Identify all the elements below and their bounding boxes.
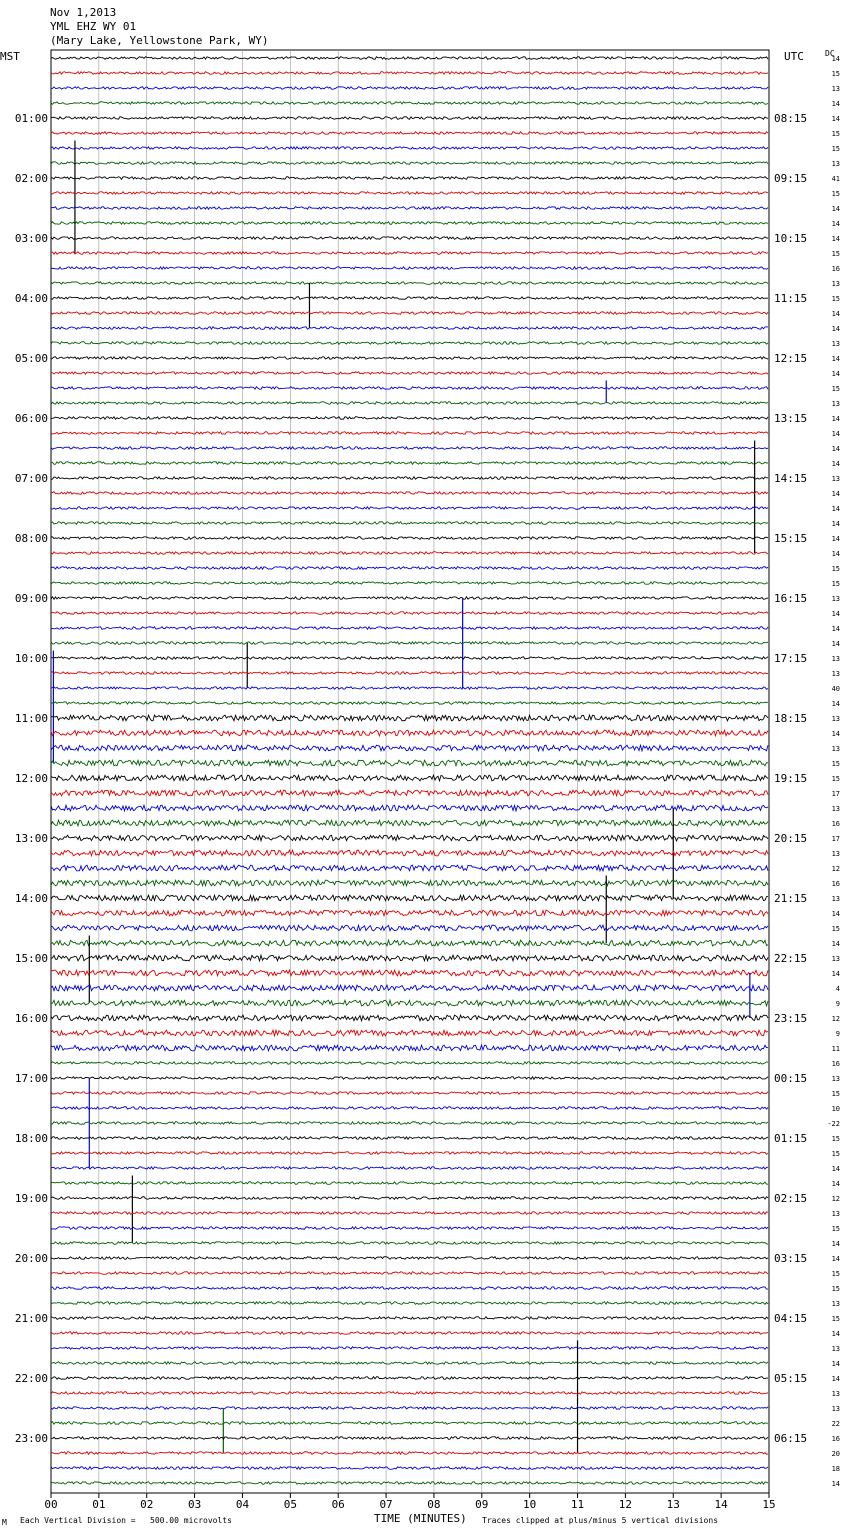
dc-offset-label: 14 xyxy=(831,1360,840,1368)
dc-offset-label: 16 xyxy=(831,1435,840,1443)
left-hour-label: 19:00 xyxy=(14,1192,48,1205)
right-hour-label: 18:15 xyxy=(774,712,808,725)
right-hour-label: 02:15 xyxy=(774,1192,808,1205)
trace-line xyxy=(51,477,768,480)
x-tick-label: 07 xyxy=(379,1498,393,1511)
dc-offset-label: 22 xyxy=(831,1420,840,1428)
dc-offset-label: 15 xyxy=(831,1135,840,1143)
dc-offset-label: 9 xyxy=(835,1030,840,1038)
trace-line xyxy=(51,102,768,105)
trace-line xyxy=(51,850,768,856)
dc-offset-label: 13 xyxy=(831,1300,840,1308)
trace-line xyxy=(51,222,768,225)
trace-line xyxy=(51,970,768,976)
right-hour-label: 20:15 xyxy=(774,832,808,845)
right-hour-label: 14:15 xyxy=(774,472,808,485)
plot-frame xyxy=(51,50,769,1493)
right-hour-label: 22:15 xyxy=(774,952,808,965)
x-axis-title: TIME (MINUTES) xyxy=(374,1512,467,1525)
trace-line xyxy=(51,657,768,660)
dc-offset-label: 14 xyxy=(831,535,840,543)
trace-line xyxy=(51,865,768,871)
right-hour-label: 17:15 xyxy=(774,652,808,665)
trace-line xyxy=(51,775,768,781)
trace-line xyxy=(51,522,768,525)
dc-offset-label: 14 xyxy=(831,220,840,228)
trace-line xyxy=(51,730,768,736)
dc-offset-label: 14 xyxy=(831,1180,840,1188)
dc-offset-label: 16 xyxy=(831,265,840,273)
dc-offset-label: 14 xyxy=(831,730,840,738)
trace-line xyxy=(51,642,768,645)
dc-offset-label: 13 xyxy=(831,1405,840,1413)
dc-offset-label: 13 xyxy=(831,850,840,858)
dc-offset-label: 13 xyxy=(831,595,840,603)
trace-line xyxy=(51,835,768,841)
dc-offset-label: 15 xyxy=(831,775,840,783)
trace-line xyxy=(51,940,768,946)
dc-offset-label: 13 xyxy=(831,805,840,813)
trace-line xyxy=(51,1392,768,1395)
dc-offset-label: 15 xyxy=(831,250,840,258)
trace-line xyxy=(51,282,768,285)
trace-line xyxy=(51,1317,768,1320)
x-tick-label: 04 xyxy=(235,1498,250,1511)
trace-line xyxy=(51,1197,768,1200)
x-tick-label: 03 xyxy=(187,1498,202,1511)
dc-offset-label: 14 xyxy=(831,520,840,528)
dc-offset-label: 13 xyxy=(831,475,840,483)
dc-offset-label: 4 xyxy=(835,985,840,993)
dc-offset-label: 15 xyxy=(831,70,840,78)
left-hour-label: 14:00 xyxy=(14,892,48,905)
x-tick-label: 05 xyxy=(283,1498,297,1511)
right-hour-label: 19:15 xyxy=(774,772,808,785)
left-hour-label: 17:00 xyxy=(14,1072,48,1085)
dc-offset-label: 12 xyxy=(831,865,840,873)
dc-offset-label: 40 xyxy=(831,685,840,693)
trace-line xyxy=(51,745,768,751)
trace-line xyxy=(51,312,768,315)
dc-offset-label: 14 xyxy=(831,310,840,318)
left-hour-label: 16:00 xyxy=(14,1012,48,1025)
trace-line xyxy=(51,417,768,420)
trace-line xyxy=(51,895,768,901)
dc-offset-label: 14 xyxy=(831,550,840,558)
trace-line xyxy=(51,582,768,585)
dc-offset-label: 14 xyxy=(831,115,840,123)
trace-line xyxy=(51,252,768,255)
trace-line xyxy=(51,1062,768,1065)
trace-line xyxy=(51,207,768,210)
left-hour-label: 21:00 xyxy=(14,1312,48,1325)
x-tick-label: 13 xyxy=(666,1498,680,1511)
trace-line xyxy=(51,820,768,826)
station-code: YML EHZ WY 01 xyxy=(50,20,137,33)
dc-offset-label: 11 xyxy=(831,1045,840,1053)
trace-line xyxy=(51,1407,768,1410)
clipping-note: Traces clipped at plus/minus 5 vertical divisions xyxy=(482,1516,719,1525)
right-hour-label: 01:15 xyxy=(774,1132,808,1145)
trace-line xyxy=(51,1212,768,1215)
dc-offset-label: 14 xyxy=(831,1240,840,1248)
trace-line xyxy=(51,612,768,615)
x-tick-label: 06 xyxy=(331,1498,345,1511)
dc-offset-label: 16 xyxy=(831,820,840,828)
left-hour-label: 10:00 xyxy=(14,652,48,665)
dc-offset-label: 14 xyxy=(831,445,840,453)
dc-offset-label: 14 xyxy=(831,325,840,333)
x-tick-label: 09 xyxy=(475,1498,489,1511)
trace-line xyxy=(51,925,768,931)
dc-offset-label: 14 xyxy=(831,430,840,438)
scale-note: Each Vertical Division = 500.00 microvolts xyxy=(20,1516,232,1525)
trace-line xyxy=(51,432,768,435)
trace-line xyxy=(51,1272,768,1275)
trace-line xyxy=(51,162,768,165)
dc-offset-label: 14 xyxy=(831,55,840,63)
left-hour-label: 20:00 xyxy=(14,1252,48,1265)
x-tick-label: 08 xyxy=(427,1498,441,1511)
left-hour-label: 23:00 xyxy=(14,1432,48,1445)
dc-offset-label: 14 xyxy=(831,1375,840,1383)
right-hour-label: 09:15 xyxy=(774,172,808,185)
dc-offset-label: -22 xyxy=(827,1120,840,1128)
left-hour-label: 22:00 xyxy=(14,1372,48,1385)
dc-offset-label: 13 xyxy=(831,715,840,723)
trace-line xyxy=(51,790,768,796)
trace-line xyxy=(51,1332,768,1335)
left-hour-label: 02:00 xyxy=(14,172,48,185)
dc-offset-label: 14 xyxy=(831,460,840,468)
plot-date: Nov 1,2013 xyxy=(50,6,117,19)
dc-offset-label: 15 xyxy=(831,1285,840,1293)
right-hour-label: 08:15 xyxy=(774,112,808,125)
dc-offset-label: 14 xyxy=(831,1165,840,1173)
dc-offset-label: 14 xyxy=(831,370,840,378)
right-hour-label: 13:15 xyxy=(774,412,808,425)
trace-line xyxy=(51,1030,768,1036)
trace-line xyxy=(51,1467,768,1470)
dc-offset-label: 15 xyxy=(831,130,840,138)
station-place: (Mary Lake, Yellowstone Park, WY) xyxy=(50,34,269,47)
dc-offset-label: 18 xyxy=(831,1465,840,1473)
dc-offset-header: DC xyxy=(825,49,835,58)
left-hour-label: 13:00 xyxy=(14,832,48,845)
trace-line xyxy=(51,597,768,600)
left-hour-label: 18:00 xyxy=(14,1132,48,1145)
trace-line xyxy=(51,462,768,465)
right-hour-label: 06:15 xyxy=(774,1432,808,1445)
left-hour-label: 11:00 xyxy=(14,712,48,725)
right-hour-label: 21:15 xyxy=(774,892,808,905)
trace-line xyxy=(51,1152,768,1155)
left-hour-label: 05:00 xyxy=(14,352,48,365)
dc-offset-label: 15 xyxy=(831,1225,840,1233)
trace-line xyxy=(51,177,768,180)
dc-offset-label: 14 xyxy=(831,1330,840,1338)
dc-offset-label: 15 xyxy=(831,145,840,153)
trace-line xyxy=(51,1362,768,1365)
dc-offset-label: 10 xyxy=(831,1105,840,1113)
dc-offset-label: 15 xyxy=(831,760,840,768)
dc-offset-label: 15 xyxy=(831,565,840,573)
dc-offset-label: 15 xyxy=(831,580,840,588)
dc-offset-label: 12 xyxy=(831,1195,840,1203)
trace-line xyxy=(51,552,768,555)
dc-offset-label: 9 xyxy=(835,1000,840,1008)
left-hour-label: 09:00 xyxy=(14,592,48,605)
trace-line xyxy=(51,237,768,240)
trace-line xyxy=(51,1045,768,1051)
trace-line xyxy=(51,342,768,345)
right-hour-label: 12:15 xyxy=(774,352,808,365)
trace-line xyxy=(51,447,768,450)
trace-line xyxy=(51,57,768,60)
trace-line xyxy=(51,1452,768,1455)
dc-offset-label: 13 xyxy=(831,340,840,348)
trace-line xyxy=(51,1092,768,1095)
trace-line xyxy=(51,760,768,766)
trace-line xyxy=(51,87,768,90)
dc-offset-label: 13 xyxy=(831,670,840,678)
x-tick-label: 02 xyxy=(140,1498,154,1511)
dc-offset-label: 14 xyxy=(831,625,840,633)
dc-offset-label: 15 xyxy=(831,1090,840,1098)
dc-offset-label: 14 xyxy=(831,640,840,648)
x-tick-label: 01 xyxy=(92,1498,106,1511)
dc-offset-label: 14 xyxy=(831,1480,840,1488)
trace-line xyxy=(51,1077,768,1080)
x-tick-label: 10 xyxy=(523,1498,537,1511)
trace-line xyxy=(51,117,768,120)
dc-offset-label: 14 xyxy=(831,205,840,213)
dc-offset-label: 17 xyxy=(831,790,840,798)
dc-offset-label: 15 xyxy=(831,190,840,198)
left-hour-label: 03:00 xyxy=(14,232,48,245)
dc-offset-label: 15 xyxy=(831,1270,840,1278)
left-hour-label: 06:00 xyxy=(14,412,48,425)
left-timezone-label: MST xyxy=(0,50,20,63)
dc-offset-label: 13 xyxy=(831,1075,840,1083)
trace-line xyxy=(51,192,768,195)
trace-line xyxy=(51,1242,768,1245)
dc-offset-label: 16 xyxy=(831,880,840,888)
left-hour-label: 01:00 xyxy=(14,112,48,125)
right-timezone-label: UTC xyxy=(784,50,804,63)
dc-offset-label: 20 xyxy=(831,1450,840,1458)
dc-offset-label: 13 xyxy=(831,745,840,753)
dc-offset-label: 12 xyxy=(831,1015,840,1023)
right-hour-label: 03:15 xyxy=(774,1252,808,1265)
trace-line xyxy=(51,1227,768,1230)
trace-line xyxy=(51,372,768,375)
x-tick-label: 12 xyxy=(618,1498,633,1511)
right-hour-label: 04:15 xyxy=(774,1312,808,1325)
trace-line xyxy=(51,1287,768,1290)
trace-line xyxy=(51,1182,768,1185)
trace-line xyxy=(51,537,768,540)
trace-line xyxy=(51,1482,768,1485)
dc-offset-label: 15 xyxy=(831,925,840,933)
dc-offset-label: 14 xyxy=(831,940,840,948)
trace-line xyxy=(51,1167,768,1170)
dc-offset-label: 15 xyxy=(831,1150,840,1158)
left-hour-label: 12:00 xyxy=(14,772,48,785)
dc-offset-label: 13 xyxy=(831,280,840,288)
dc-offset-label: 13 xyxy=(831,955,840,963)
trace-line xyxy=(51,132,768,135)
left-hour-label: 15:00 xyxy=(14,952,48,965)
dc-offset-label: 14 xyxy=(831,1255,840,1263)
dc-offset-label: 14 xyxy=(831,100,840,108)
trace-line xyxy=(51,357,768,360)
dc-offset-label: 13 xyxy=(831,160,840,168)
trace-line xyxy=(51,1422,768,1425)
trace-line xyxy=(51,567,768,570)
left-hour-label: 08:00 xyxy=(14,532,48,545)
dc-offset-label: 15 xyxy=(831,295,840,303)
right-hour-label: 15:15 xyxy=(774,532,808,545)
trace-line xyxy=(51,955,768,961)
trace-line xyxy=(51,267,768,270)
dc-offset-label: 15 xyxy=(831,385,840,393)
trace-line xyxy=(51,1437,768,1440)
trace-line xyxy=(51,910,768,916)
trace-line xyxy=(51,805,768,811)
dc-offset-label: 41 xyxy=(831,175,840,183)
trace-line xyxy=(51,1000,768,1006)
dc-offset-label: 14 xyxy=(831,235,840,243)
right-hour-label: 16:15 xyxy=(774,592,808,605)
dc-offset-label: 13 xyxy=(831,655,840,663)
trace-line xyxy=(51,702,768,705)
dc-offset-label: 13 xyxy=(831,895,840,903)
dc-offset-label: 16 xyxy=(831,1060,840,1068)
dc-offset-label: 13 xyxy=(831,1210,840,1218)
trace-line xyxy=(51,1377,768,1380)
trace-line xyxy=(51,985,768,991)
right-hour-label: 00:15 xyxy=(774,1072,808,1085)
left-hour-label: 07:00 xyxy=(14,472,48,485)
x-tick-label: 14 xyxy=(714,1498,728,1511)
trace-line xyxy=(51,1137,768,1140)
trace-line xyxy=(51,880,768,886)
dc-offset-label: 13 xyxy=(831,85,840,93)
dc-offset-label: 14 xyxy=(831,355,840,363)
dc-offset-label: 15 xyxy=(831,1315,840,1323)
dc-offset-label: 14 xyxy=(831,415,840,423)
x-tick-label: 15 xyxy=(762,1498,776,1511)
corner-mark: M xyxy=(2,1518,7,1527)
dc-offset-label: 13 xyxy=(831,1390,840,1398)
trace-line xyxy=(51,507,768,510)
trace-line xyxy=(51,492,768,495)
dc-offset-label: 14 xyxy=(831,490,840,498)
trace-line xyxy=(51,297,768,300)
trace-line xyxy=(51,327,768,330)
dc-offset-label: 14 xyxy=(831,700,840,708)
trace-line xyxy=(51,1302,768,1305)
dc-offset-label: 17 xyxy=(831,835,840,843)
left-hour-label: 04:00 xyxy=(14,292,48,305)
trace-line xyxy=(51,1122,768,1125)
trace-line xyxy=(51,715,768,721)
trace-line xyxy=(51,1015,768,1021)
trace-line xyxy=(51,147,768,150)
trace-line xyxy=(51,672,768,675)
right-hour-label: 11:15 xyxy=(774,292,808,305)
x-tick-label: 11 xyxy=(570,1498,585,1511)
trace-line xyxy=(51,1107,768,1110)
dc-offset-label: 13 xyxy=(831,400,840,408)
right-hour-label: 05:15 xyxy=(774,1372,808,1385)
trace-line xyxy=(51,387,768,390)
right-hour-label: 10:15 xyxy=(774,232,808,245)
trace-line xyxy=(51,72,768,75)
dc-offset-label: 14 xyxy=(831,910,840,918)
dc-offset-label: 13 xyxy=(831,1345,840,1353)
trace-line xyxy=(51,1347,768,1350)
x-tick-label: 00 xyxy=(44,1498,58,1511)
trace-line xyxy=(51,627,768,630)
trace-line xyxy=(51,687,768,690)
dc-offset-label: 14 xyxy=(831,610,840,618)
dc-offset-label: 14 xyxy=(831,970,840,978)
dc-offset-label: 14 xyxy=(831,505,840,513)
trace-line xyxy=(51,402,768,405)
trace-line xyxy=(51,1257,768,1260)
right-hour-label: 23:15 xyxy=(774,1012,808,1025)
